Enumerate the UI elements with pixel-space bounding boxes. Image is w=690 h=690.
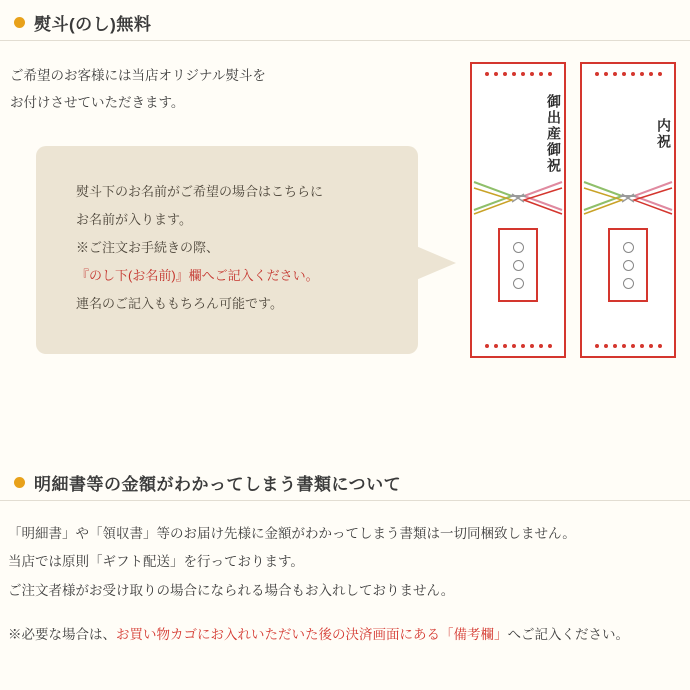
noshi-dots-top [472,72,564,76]
documents-note [8,622,629,648]
noshi-label-birth [472,92,564,176]
documents-note-part-3: へご記入ください。 [507,627,629,642]
noshi-label-uchiiwai-text: 内祝 [656,118,672,150]
documents-note-part-1: ※必要な場合は、 [8,627,116,642]
documents-note-part-2: お買い物カゴにお入れいただいた後の決済画面にある「備考欄」 [116,627,508,642]
section-heading-noshi-label: 熨斗(のし)無料 [34,15,152,34]
noshi-name-box-birth [498,228,538,302]
balloon-line-1: 熨斗下のお名前がご希望の場合はこちらに [76,184,324,199]
intro-line-2: お付けさせていただきます。 [10,95,185,110]
balloon-line-5: 連名のご記入ももちろん可能です。 [76,295,283,311]
balloon-line-4: 『のし下(お名前)』欄へご記入ください。 [76,267,319,283]
noshi-card-birth [470,62,566,358]
intro-line-1: ご希望のお客様には当店オリジナル熨斗を [10,68,266,83]
callout-balloon [36,146,418,354]
documents-line-1: 「明細書」や「領収書」等のお届け先様に金額がわかってしまう書類は一切同梱致しません。 [8,526,576,541]
noshi-dots-bottom [472,344,564,348]
noshi-card-uchiiwai [580,62,676,358]
intro-paragraph [10,62,266,116]
section-heading-noshi [14,10,151,35]
documents-paragraph [8,520,576,605]
noshi-label-birth-text: 御出産御祝 [546,94,562,174]
noshi-dots-top [582,72,674,76]
noshi-name-box-uchiiwai [608,228,648,302]
documents-line-3: ご注文者様がお受け取りの場合になられる場合もお入れしておりません。 [8,582,455,598]
section-heading-documents [14,470,401,495]
divider-2 [0,500,690,501]
section-heading-documents-label: 明細書等の金額がわかってしまう書類について [34,475,402,494]
noshi-label-uchiiwai [582,92,674,176]
bullet-icon [14,17,25,28]
balloon-line-2: お名前が入ります。 [76,211,192,227]
callout-balloon-tail [416,246,456,280]
documents-line-2: 当店では原則「ギフト配送」を行っております。 [8,554,304,570]
divider-1 [0,40,690,41]
mizuhiki-bow-icon [582,176,674,220]
noshi-dots-bottom [582,344,674,348]
balloon-line-3: ※ご注文お手続きの際、 [76,239,220,255]
mizuhiki-bow-icon [472,176,564,220]
callout-balloon-text [36,146,418,318]
bullet-icon [14,477,25,488]
